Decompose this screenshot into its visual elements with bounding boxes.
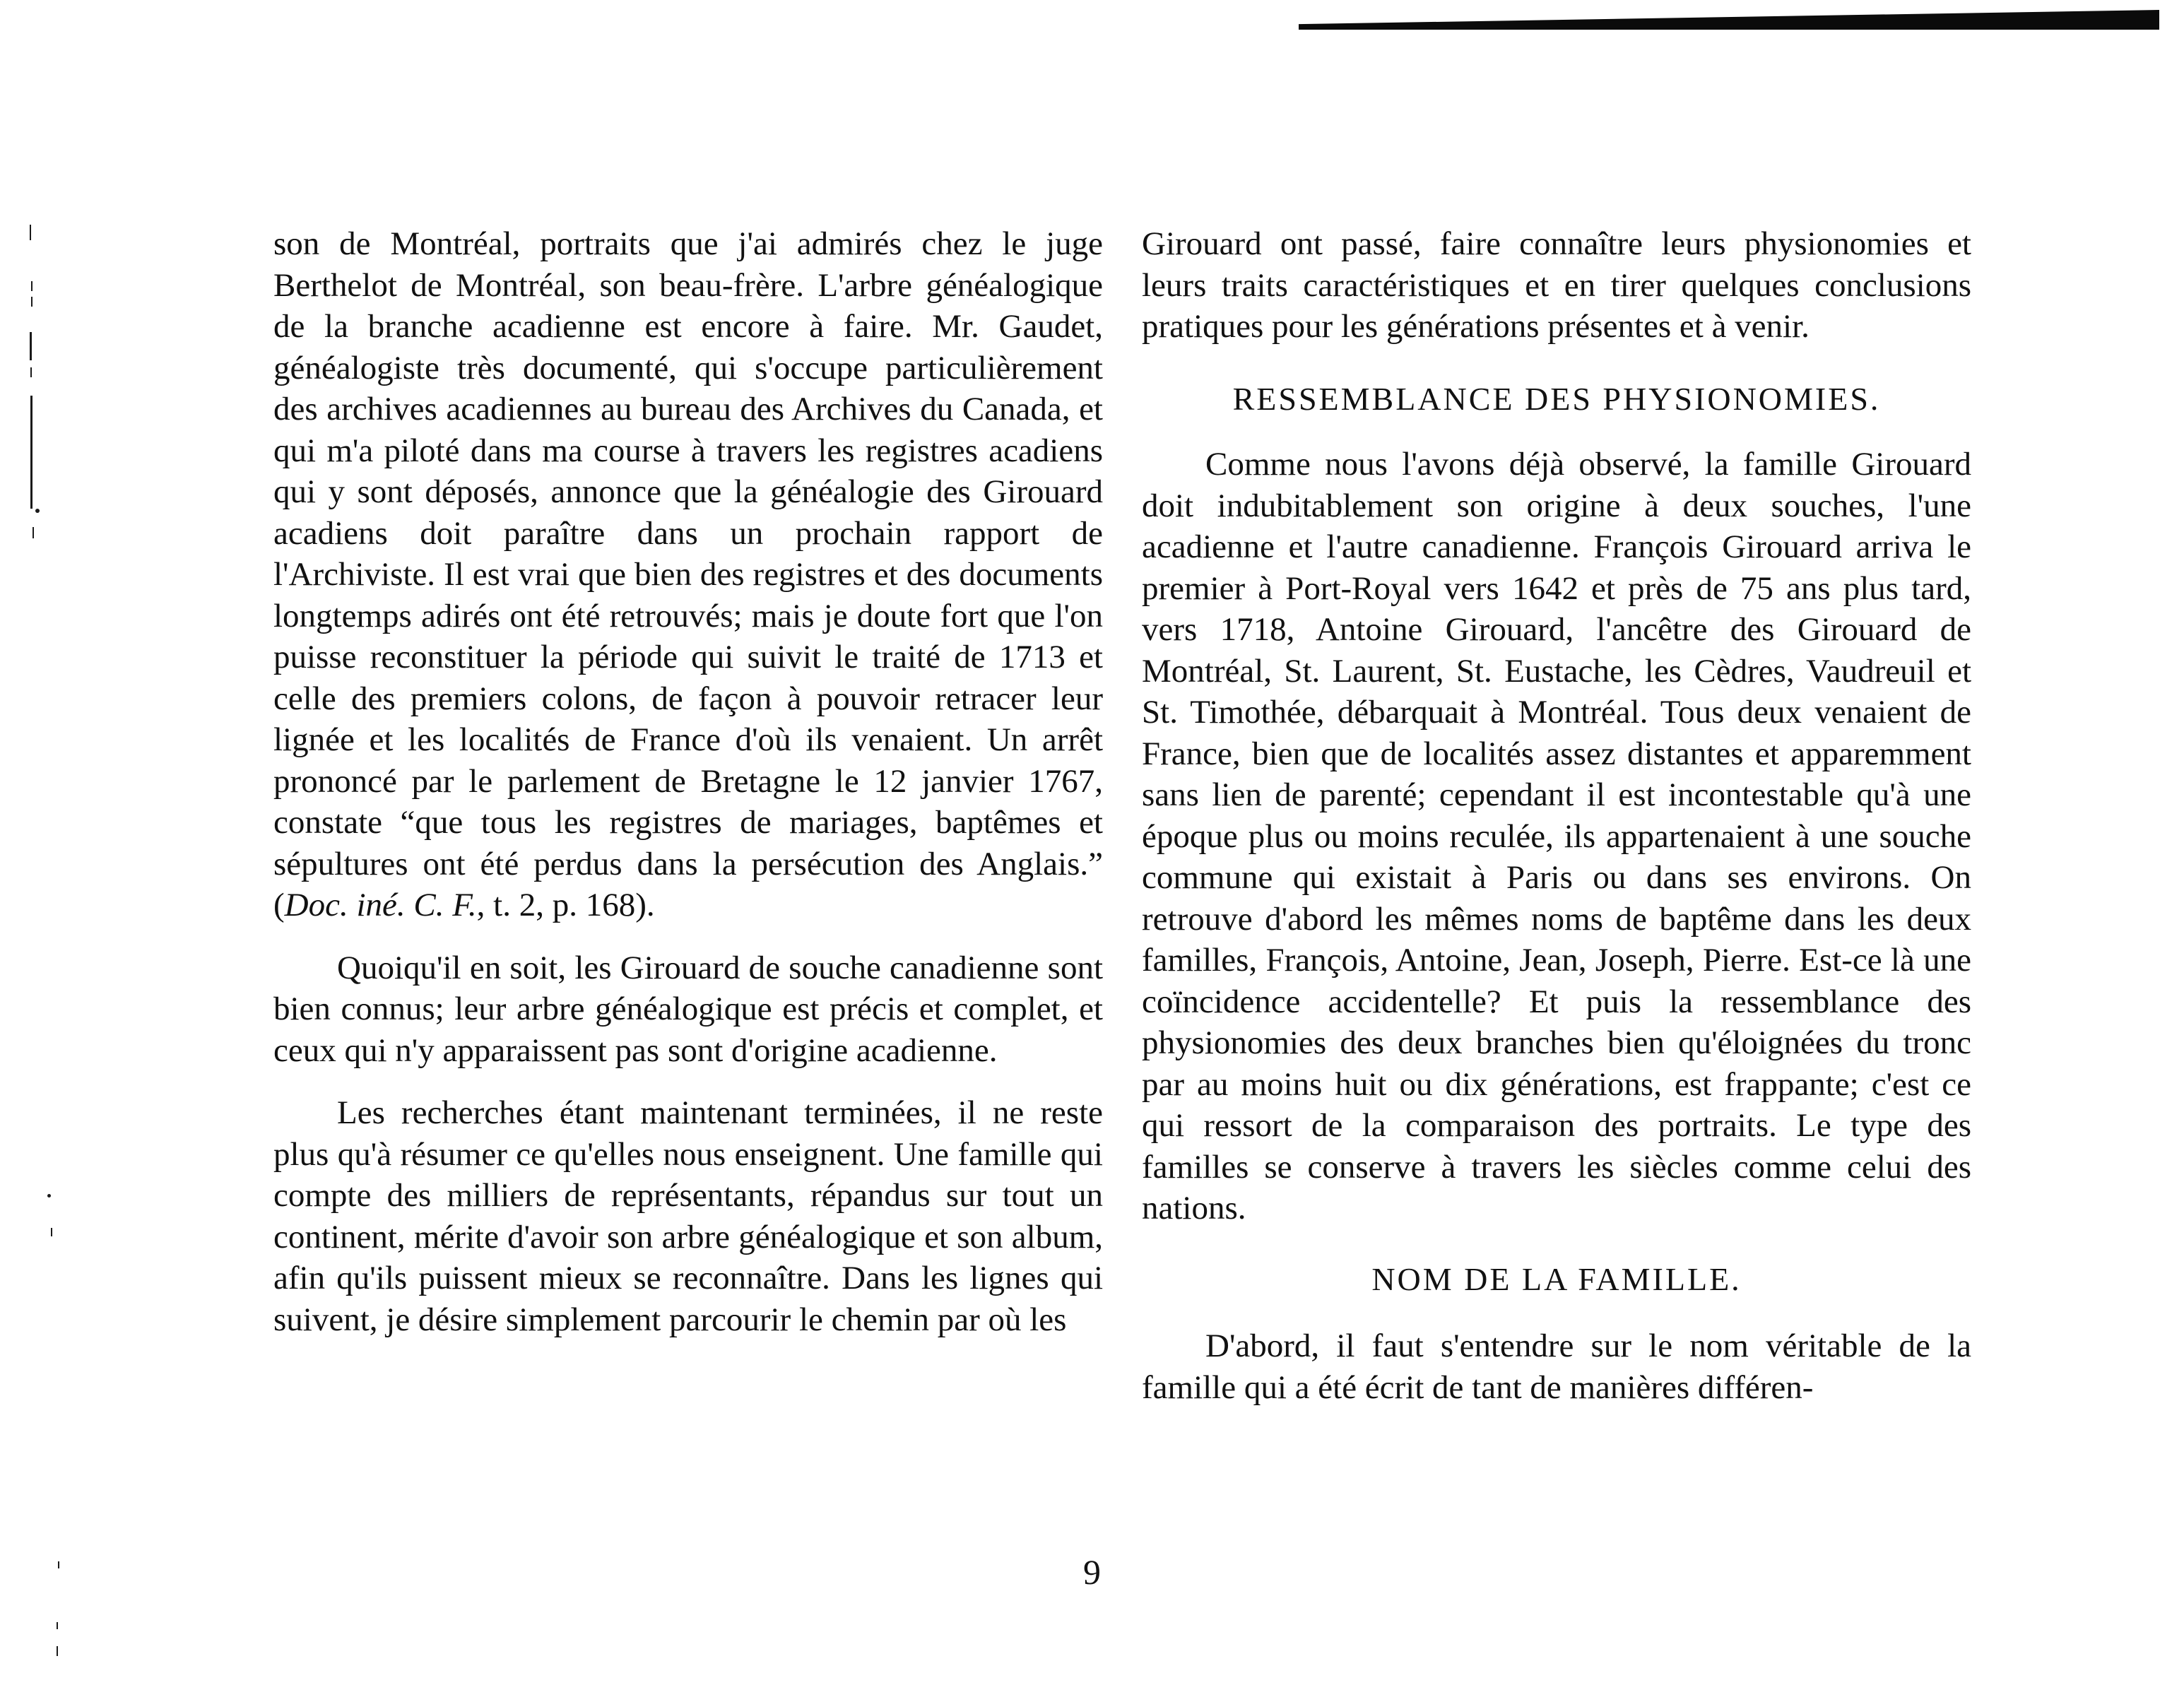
margin-mark <box>31 297 33 307</box>
margin-mark <box>30 367 32 377</box>
margin-mark <box>30 225 31 240</box>
margin-mark <box>31 281 33 291</box>
right-column <box>1142 223 1971 1408</box>
paragraph: Comme nous l'avons déjà observé, la famille Girouard doit indubitablement son origine à deux souches, l'une acadienne et l'autre canadienne. François Girouard arriva le premier à Port-Royal vers 1642 et près de 75 ans plus tard, vers 1718, Antoine Girouard, l'ancêtre des Girouard de Montréal, St. Laurent, St. Eustache, les Cèdres, Vaudreuil et St. Timothée, débarquait à Montréal. Tous deux venaient de France, bien que de localités assez distantes et apparemment sans lien de parenté; cependant il est incontestable qu'à une époque plus ou moins reculée, ils appartenaient à une souche commune qui existait à Paris ou dans ses environs. On retrouve d'abord les mêmes noms de baptême dans les deux familles, François, Antoine, Jean, Joseph, Pierre. Est-ce là une coïncidence accidentelle? Et puis la ressemblance des physionomies des deux branches bien qu'éloignées du tronc par au moins huit ou dix générations, est frappante; c'est ce qui ressort de la comparaison des portraits. Le type des familles se conserve à travers les siècles comme celui des nations. <box>1142 446 1971 1226</box>
margin-mark <box>57 1622 58 1629</box>
paragraph: D'abord, il faut s'entendre sur le nom véritable de la famille qui a été écrit de tant de manières différen- <box>1142 1328 1971 1406</box>
margin-mark <box>47 1194 51 1198</box>
paragraph-text: son de Montréal, portraits que j'ai admirés chez le juge Berthelot de Montréal, son beau-frère. L'arbre généalogique de la branche acadienne est encore à faire. Mr. Gaudet, généalogiste très documenté, qui s'occupe particulièrement des archives acadiennes au bureau des Archives du Canada, et qui m'a piloté dans ma course à travers les registres acadiens qui y sont déposés, annonce que la généalogie des Girouard acadiens doit paraître dans un prochain rapport de l'Archiviste. Il est vrai que bien des registres et des documents longtemps adirés ont été retrouvés; mais je doute fort que l'on puisse reconstituer la période qui suivit le traité de 1713 et celle des premiers colons, de façon à pouvoir retracer leur lignée et les localités de France d'où ils venaient. Un arrêt prononcé par le parlement de Bretagne le 12 janvier 1767, constate “que tous les registres de mariages, baptêmes et sépultures ont été perdus dans la persécution des Anglais.” <box>273 225 1103 882</box>
paragraph: Les recherches étant maintenant terminées, il ne reste plus qu'à résumer ce qu'elles nous enseignent. Une famille qui compte des milliers de représentants, répandus sur tout un continent, mérite d'avoir son arbre généalogique et son album, afin qu'ils puissent mieux se reconnaître. Dans les lignes qui suivent, je désire simplement parcourir le chemin par où les <box>273 1094 1103 1338</box>
citation-rest: , t. 2, p. 168). <box>476 887 655 923</box>
page-number: 9 <box>1083 1552 1101 1592</box>
paragraph: Girouard ont passé, faire connaître leurs physionomies et leurs traits caractéristiques et en tirer quelques conclusions pratiques pour les générations présentes et à venir. <box>1142 225 1971 345</box>
paragraph: Quoiqu'il en soit, les Girouard de souche canadienne sont bien connus; leur arbre généalogique est précis et complet, et ceux qui n'y apparaissent pas sont d'origine acadienne. <box>273 949 1103 1069</box>
margin-mark <box>35 509 40 513</box>
top-rule <box>1299 10 2159 30</box>
section-heading: NOM DE LA FAMILLE. <box>1371 1260 1742 1297</box>
margin-mark <box>30 396 33 509</box>
margin-mark <box>33 527 34 538</box>
margin-mark <box>57 1646 58 1656</box>
section-heading: RESSEMBLANCE DES PHYSIONOMIES. <box>1232 380 1881 417</box>
left-column <box>273 223 1103 1340</box>
citation-title: Doc. iné. C. F. <box>284 887 477 923</box>
citation-open: ( <box>273 887 285 923</box>
paragraph <box>273 223 1103 926</box>
margin-mark <box>30 332 32 360</box>
margin-mark <box>51 1228 52 1236</box>
